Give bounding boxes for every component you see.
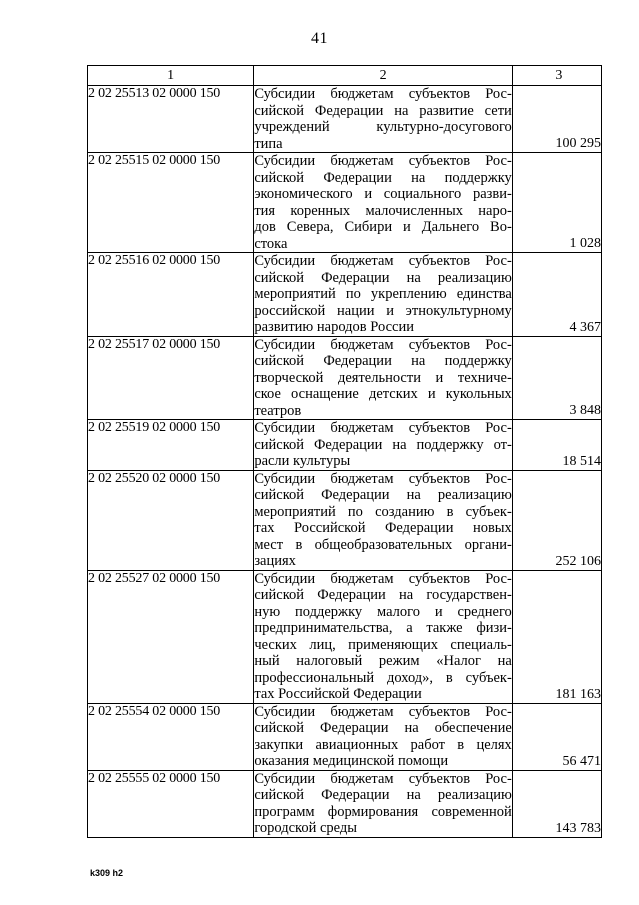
- table-body: [88, 86, 602, 838]
- budget-code: 2 02 25527 02 0000 150: [88, 570, 254, 703]
- budget-code: 2 02 25555 02 0000 150: [88, 770, 254, 837]
- subsidy-description: [254, 470, 513, 570]
- description-line: мероприятий по созданию в субъек-: [254, 503, 512, 520]
- description-line: ную поддержку малого и среднего: [254, 603, 512, 620]
- amount: 143 783: [512, 770, 601, 837]
- description-line: зациях: [254, 553, 296, 569]
- description-line: тах Российской Федерации: [254, 686, 422, 702]
- description-line: Субсидии бюджетам субъектов Рос-: [254, 770, 512, 787]
- budget-code: 2 02 25516 02 0000 150: [88, 253, 254, 337]
- amount: 181 163: [512, 570, 601, 703]
- budget-table: [87, 65, 602, 838]
- table-header-row: [88, 66, 602, 86]
- table-row: [88, 703, 602, 770]
- description-line: сийской Федерации на реализацию: [254, 487, 512, 503]
- amount: 56 471: [512, 703, 601, 770]
- table-row: [88, 153, 602, 253]
- budget-code: 2 02 25513 02 0000 150: [88, 86, 254, 153]
- description-line: дов Севера, Сибири и Дальнего Во-: [254, 219, 512, 235]
- description-line: сийской Федерации на реализацию: [254, 269, 512, 286]
- subsidy-description: [254, 570, 513, 703]
- column-header-2: 2: [254, 66, 513, 86]
- description-line: типа: [254, 135, 283, 152]
- description-line: Субсидии бюджетам субъектов Рос-: [254, 253, 512, 269]
- subsidy-description: [254, 86, 513, 153]
- column-header-3: 3: [512, 66, 601, 86]
- description-line: городской среды: [254, 820, 358, 836]
- description-line: театров: [254, 402, 302, 419]
- description-line: оказания медицинской помощи: [254, 753, 449, 769]
- description-line: сийской Федерации на развитие сети: [254, 102, 512, 119]
- description-line: тия коренных малочисленных наро-: [254, 202, 512, 219]
- table-row: [88, 86, 602, 153]
- table-row: [88, 253, 602, 337]
- description-line: профессиональный доход», в субъек-: [254, 669, 512, 686]
- description-line: Субсидии бюджетам субъектов Рос-: [254, 470, 512, 487]
- description-line: сийской Федерации на поддержку от-: [254, 436, 512, 453]
- table-row: [88, 570, 602, 703]
- table-row: [88, 470, 602, 570]
- subsidy-description: [254, 770, 513, 837]
- description-line: сийской Федерации на реализацию: [254, 787, 512, 803]
- description-line: сийской Федерации на поддержку: [254, 169, 512, 186]
- description-line: творческой деятельности и техниче-: [254, 369, 512, 386]
- description-line: предпринимательства, а также физи-: [254, 620, 512, 636]
- amount: 1 028: [512, 153, 601, 253]
- budget-code: 2 02 25554 02 0000 150: [88, 703, 254, 770]
- description-line: программ формирования современной: [254, 803, 512, 820]
- footer-code: k309 h2: [90, 868, 124, 878]
- amount: 18 514: [512, 420, 601, 471]
- amount: 3 848: [512, 336, 601, 420]
- description-line: Субсидии бюджетам субъектов Рос-: [254, 420, 512, 436]
- description-line: российской нации и этнокультурному: [254, 302, 512, 319]
- description-line: сийской Федерации на обеспечение: [254, 720, 512, 736]
- description-line: мероприятий по укреплению единства: [254, 286, 512, 302]
- amount: 100 295: [512, 86, 601, 153]
- description-line: стока: [254, 235, 288, 252]
- table-row: [88, 336, 602, 420]
- description-line: мест в общеобразовательных органи-: [254, 536, 512, 553]
- description-line: ческих лиц, применяющих специаль-: [254, 636, 512, 653]
- table-row: [88, 770, 602, 837]
- budget-code: 2 02 25520 02 0000 150: [88, 470, 254, 570]
- description-line: тах Российской Федерации новых: [254, 520, 512, 536]
- subsidy-description: [254, 336, 513, 420]
- budget-code: 2 02 25515 02 0000 150: [88, 153, 254, 253]
- amount: 252 106: [512, 470, 601, 570]
- description-line: Субсидии бюджетам субъектов Рос-: [254, 86, 512, 102]
- description-line: сийской Федерации на государствен-: [254, 587, 512, 603]
- subsidy-description: [254, 703, 513, 770]
- amount: 4 367: [512, 253, 601, 337]
- description-line: ское оснащение детских и кукольных: [254, 386, 512, 402]
- description-line: закупки авиационных работ в целях: [254, 736, 512, 753]
- subsidy-description: [254, 153, 513, 253]
- page-number: 41: [311, 30, 328, 47]
- column-header-1: 1: [88, 66, 254, 86]
- budget-code: 2 02 25519 02 0000 150: [88, 420, 254, 471]
- description-line: ный налоговый режим «Налог на: [254, 653, 512, 669]
- subsidy-description: [254, 253, 513, 337]
- description-line: Субсидии бюджетам субъектов Рос-: [254, 153, 512, 169]
- description-line: развитию народов России: [254, 319, 414, 335]
- description-line: сийской Федерации на поддержку: [254, 353, 512, 369]
- description-line: учреждений культурно-досугового: [254, 119, 512, 135]
- description-line: экономического и социального разви-: [254, 186, 512, 202]
- description-line: Субсидии бюджетам субъектов Рос-: [254, 336, 512, 353]
- description-line: Субсидии бюджетам субъектов Рос-: [254, 570, 512, 587]
- table-row: [88, 420, 602, 471]
- subsidy-description: [254, 420, 513, 471]
- description-line: расли культуры: [254, 453, 351, 469]
- description-line: Субсидии бюджетам субъектов Рос-: [254, 703, 512, 720]
- budget-code: 2 02 25517 02 0000 150: [88, 336, 254, 420]
